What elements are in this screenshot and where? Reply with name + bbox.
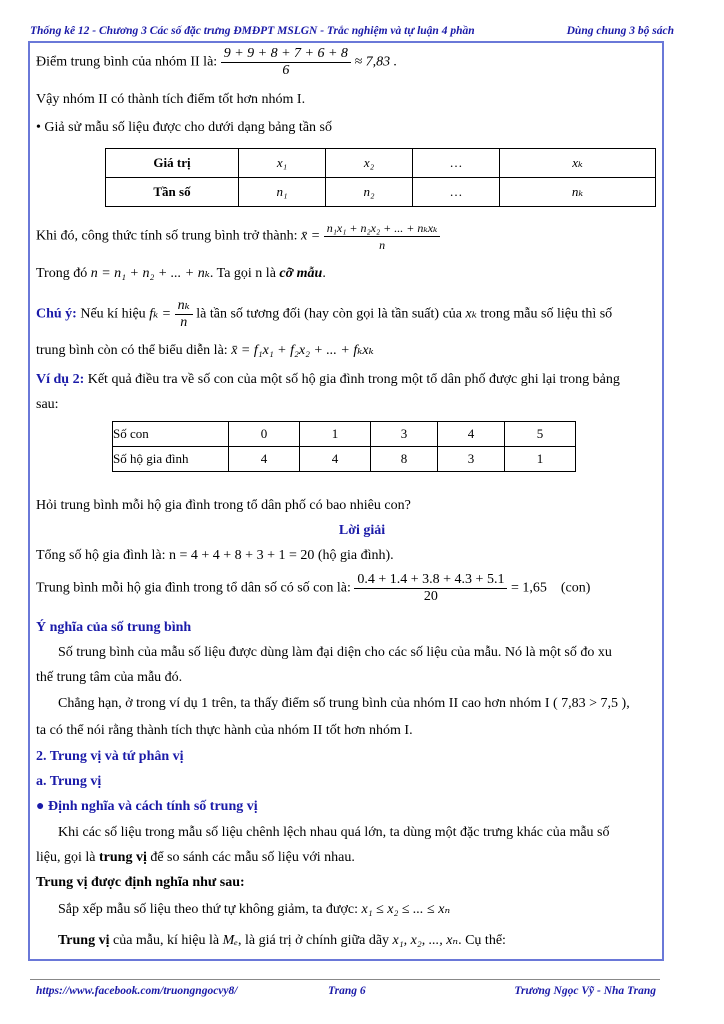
meaning-title: Ý nghĩa của số trung bình: [36, 620, 192, 635]
sort-line: Sắp xếp mẫu số liệu theo thứ tự không giảm, ta được: x₁ ≤ x₂ ≤ ... ≤ xₙ: [58, 902, 451, 917]
fraction: $\frac{0.4 + 1.4 + 3.8 + 4.3 + 5.1}{20}$: [354, 572, 507, 605]
definition-bullet: ● Định nghĩa và cách tính số trung vị: [36, 799, 258, 814]
group2-mean-line: Điểm trung bình của nhóm II là: $\frac{9 + 9 + 8 + 7 + 6 + 8}{6}$ ≈ 7,83 .: [36, 46, 398, 78]
sample-size-line: Trong đó n = n₁ + n₂ + ... + nₖ. Ta gọi n là cỡ mẫu.: [36, 266, 326, 281]
median-p1b: liệu, gọi là trung vị để so sánh các mẫu số liệu với nhau.: [36, 850, 355, 865]
median-p1a: Khi các số liệu trong mẫu số liệu chênh lệch nhau quá lớn, ta dùng một đặc trưng khác của mẫu số: [58, 825, 610, 840]
fraction: $\frac{\text{nₖ}}{n}$: [175, 298, 193, 331]
example-line: Ví dụ 2: Kết quả điều tra về số con của một số hộ gia đình trong một tổ dân phố được ghi lại trong bảng: [36, 372, 620, 387]
solution-line-2: Trung bình mỗi hộ gia đình trong tổ dân số có số con là: $\frac{0.4 + 1.4 + 3.8 + 4.3 + 5.1}{20}$ = 1,65 (con): [36, 572, 591, 604]
section-2a-title: a. Trung vị: [36, 774, 102, 789]
section-2-title: 2. Trung vị và tứ phân vị: [36, 749, 184, 764]
children-table: Số con 0 1 3 4 5 Số hộ gia đình 4 4 8 3 1: [112, 421, 576, 472]
footer-link[interactable]: https://www.facebook.com/truongngocvy8/: [36, 985, 238, 997]
fraction: $\frac{9 + 9 + 8 + 7 + 6 + 8}{6}$: [221, 46, 351, 79]
header-right: Dùng chung 3 bộ sách: [566, 25, 674, 37]
page-footer: [36, 985, 656, 1001]
median-def-title: Trung vị được định nghĩa như sau:: [36, 875, 245, 890]
conclusion-line: Vậy nhóm II có thành tích điểm tốt hơn nhóm I.: [36, 92, 306, 107]
note-line-2: trung bình còn có thể biểu diễn là: x̄ = f₁x₁ + f₂x₂ + ... + fₖxₖ: [36, 343, 374, 358]
frequency-table: Giá trị x₁ x₂ … xₖ Tần số n₁ n₂ … nₖ: [105, 148, 656, 207]
example-line-2: sau:: [36, 397, 59, 412]
median-last-line: Trung vị của mẫu, kí hiệu là Mₑ, là giá trị ở chính giữa dãy x₁, x₂, ..., xₙ. Cụ thể:: [58, 933, 506, 948]
footer-author: Trương Ngọc Vỹ - Nha Trang: [514, 985, 656, 997]
header-left: Thống kê 12 - Chương 3 Các số đặc trưng ĐMĐPT MSLGN - Trắc nghiệm và tự luận 4 phần: [30, 25, 475, 37]
meaning-p1a: Số trung bình của mẫu số liệu được dùng làm đại diện cho các số liệu của mẫu. Nó là một số đo xu: [58, 645, 612, 660]
note-line: Chú ý: Nếu kí hiệu fₖ = $\frac{\text{nₖ}}{n}$ là tần số tương đối (hay còn gọi là tần suất) của xₖ trong mẫu số liệu thì số: [36, 298, 613, 330]
mean-formula-line: Khi đó, công thức tính số trung bình trở thành: x̄ = $\frac{\text{n₁x₁ + n₂x₂ + ... + nₖxₖ}}{n}$: [36, 220, 440, 253]
page-number: Trang 6: [328, 985, 366, 997]
bullet-line: • Giả sử mẫu số liệu được cho dưới dạng bảng tần số: [36, 120, 332, 135]
meaning-p2b: ta có thể nói rằng thành tích thực hành của nhóm II tốt hơn nhóm I.: [36, 723, 413, 738]
solution-title: Lời giải: [338, 523, 386, 538]
solution-line-1: Tổng số hộ gia đình là: n = 4 + 4 + 8 + 3 + 1 = 20 (hộ gia đình).: [36, 548, 394, 563]
footer-rule: [30, 979, 660, 980]
fraction: $\frac{\text{n₁x₁ + n₂x₂ + ... + nₖxₖ}}{n}$: [324, 220, 441, 253]
meaning-p2a: Chẳng hạn, ở trong ví dụ 1 trên, ta thấy điểm số trung bình của nhóm II cao hơn nhóm I ( 7,83 > 7,5 ),: [58, 696, 630, 711]
meaning-p1b: thế trung tâm của mẫu đó.: [36, 670, 183, 685]
example-question: Hỏi trung bình mỗi hộ gia đình trong tổ dân phố có bao nhiêu con?: [36, 498, 411, 513]
page-header: [30, 25, 694, 41]
